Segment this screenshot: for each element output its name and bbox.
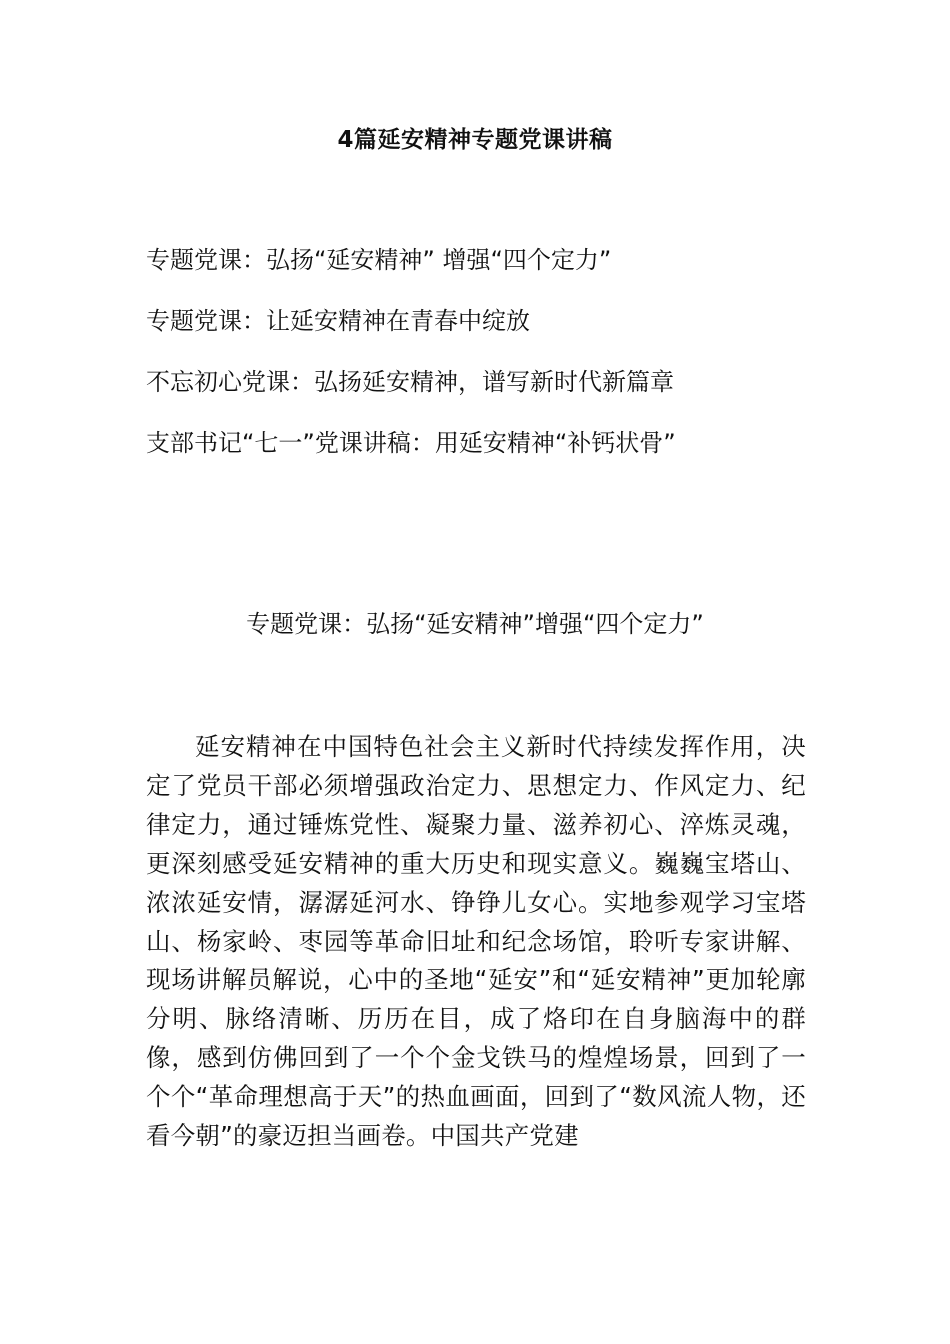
toc-item: 专题党课：弘扬“延安精神” 增强“四个定力” (146, 246, 612, 274)
table-of-contents (146, 244, 846, 488)
document-title: 4篇延安精神专题党课讲稿 (337, 127, 613, 153)
toc-item: 不忘初心党课：弘扬延安精神，谱写新时代新篇章 (146, 368, 674, 396)
toc-item: 支部书记“七一”党课讲稿：用延安精神“补钙状骨” (146, 429, 676, 457)
body-paragraph: 延安精神在中国特色社会主义新时代持续发挥作用，决定了党员干部必须增强政治定力、思想定力、作风定力、纪律定力，通过锤炼党性、凝聚力量、滋养初心、淬炼灵魂，更深刻感受延安精神的重大历史和现实意义。巍巍宝塔山、浓浓延安情，潺潺延河水、铮铮儿女心。实地参观学习宝塔山、杨家岭、枣园等革命旧址和纪念场馆，聆听专家讲解、现场讲解员解说，心中的圣地“延安”和“延安精神”更加轮廓分明、脉络清晰、历历在目，成了烙印在自身脑海中的群像，感到仿佛回到了一个个金戈铁马的煌煌场景，回到了一个个“革命理想高于天”的热血画面，回到了“数风流人物，还看今朝”的豪迈担当画卷。中国共产党建 (146, 732, 806, 1151)
section-heading: 专题党课：弘扬“延安精神”增强“四个定力” (246, 610, 704, 638)
toc-item: 专题党课：让延安精神在青春中绽放 (146, 307, 530, 335)
